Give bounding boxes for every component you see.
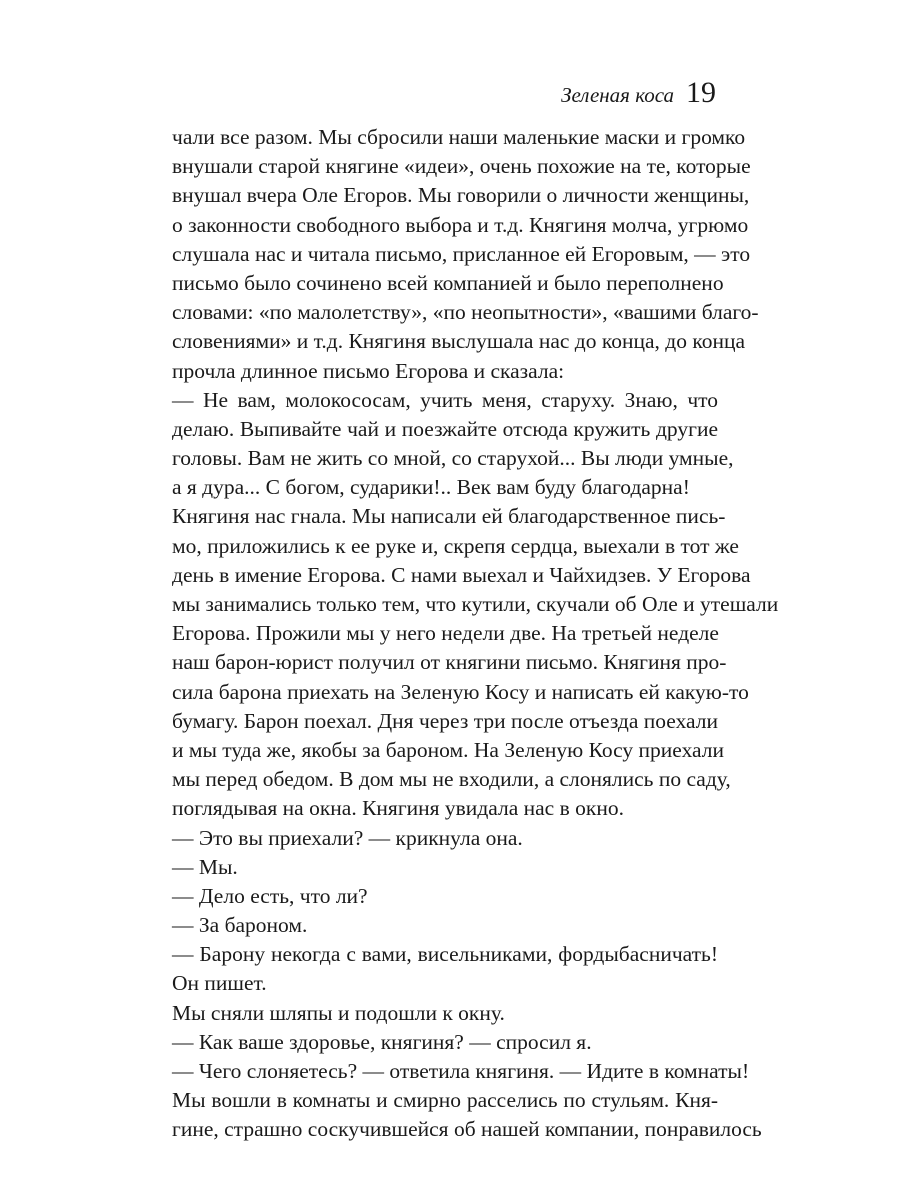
page-number: 19 (686, 76, 716, 109)
text-line: словами: «по малолетству», «по неопытности», «вашими благо- (172, 300, 759, 325)
text-line: о законности свободного выбора и т.д. Княгиня молча, угрюмо (172, 212, 749, 237)
text-line: — Чего слоняетесь? — ответила княгиня. — Идите в комнаты! (172, 1059, 750, 1083)
text-line: сила барона приехать на Зеленую Косу и написать ей какую-то (172, 679, 749, 704)
text-line: — Это вы приехали? — крикнула она. (172, 825, 523, 850)
text-line: — Как ваше здоровье, княгиня? — спросил я. (172, 1029, 592, 1054)
text-line: прочла длинное письмо Егорова и сказала: (172, 358, 565, 383)
text-line: — Не вам, молокососам, учить меня, старуху. Знаю, что (172, 387, 718, 412)
running-header (561, 76, 716, 112)
text-line: — Мы. (172, 854, 238, 879)
text-line: словениями» и т.д. Княгиня выслушала нас до конца, до конца (172, 329, 745, 354)
text-line: делаю. Выпивайте чай и поезжайте отсюда кружить другие (172, 416, 718, 441)
text-line: внушал вчера Оле Егоров. Мы говорили о личности женщины, (172, 183, 750, 208)
text-line: Мы вошли в комнаты и смирно расселись по стульям. Кня- (172, 1088, 718, 1113)
text-line: головы. Вам не жить со мной, со старухой... Вы люди умные, (172, 446, 734, 471)
running-header-title: Зеленая коса (561, 83, 674, 107)
text-line: и мы туда же, якобы за бароном. На Зеленую Косу приехали (172, 737, 724, 762)
text-line: мы перед обедом. В дом мы не входили, а слонялись по саду, (172, 767, 731, 792)
text-line: письмо было сочинено всей компанией и было переполнено (172, 270, 724, 295)
text-line: мы занимались только тем, что кутили, скучали об Оле и утешали (172, 592, 779, 616)
text-line: слушала нас и читала письмо, присланное ей Егоровым, — это (172, 241, 751, 266)
body-text (172, 123, 779, 1145)
text-line: мо, приложились к ее руке и, скрепя сердца, выехали в тот же (172, 533, 739, 558)
text-line: Он пишет. (172, 971, 267, 996)
text-line: наш барон-юрист получил от княгини письмо. Княгиня про- (172, 650, 727, 675)
text-line: внушали старой княгине «идеи», очень похожие на те, которые (172, 154, 751, 179)
text-line: а я дура... С богом, сударики!.. Век вам буду благодарна! (172, 475, 690, 500)
text-line: — Барону некогда с вами, висельниками, фордыбасничать! (172, 942, 718, 967)
text-line: Мы сняли шляпы и подошли к окну. (172, 1000, 505, 1025)
text-line: Егорова. Прожили мы у него недели две. На третьей неделе (172, 621, 719, 646)
text-line: — Дело есть, что ли? (172, 883, 368, 908)
text-line: поглядывая на окна. Княгиня увидала нас в окно. (172, 796, 624, 821)
text-line: Княгиня нас гнала. Мы написали ей благодарственное пись- (172, 504, 726, 529)
text-line: — За бароном. (172, 913, 308, 938)
text-line: бумагу. Барон поехал. Дня через три после отъезда поехали (172, 708, 718, 733)
text-line: день в имение Егорова. С нами выехал и Чайхидзев. У Егорова (172, 562, 751, 587)
text-line: гине, страшно соскучившейся об нашей компании, понравилось (172, 1117, 762, 1142)
text-line: чали все разом. Мы сбросили наши маленькие маски и громко (172, 125, 746, 149)
